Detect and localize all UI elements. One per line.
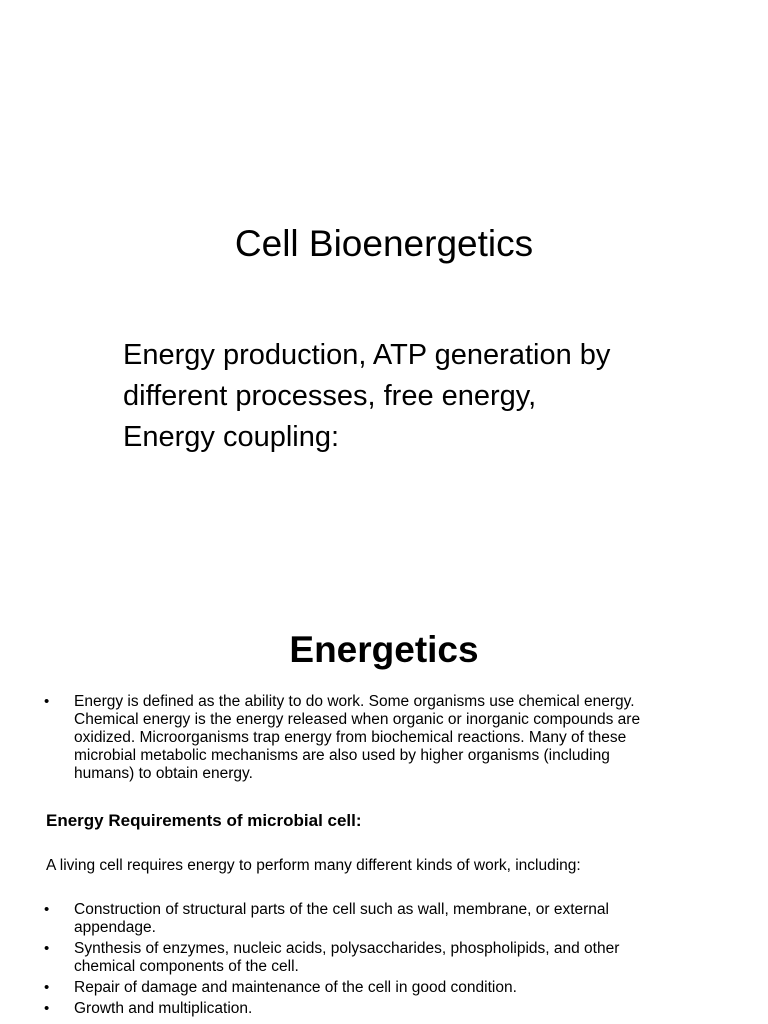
bullet-icon: • <box>44 940 50 957</box>
bullet-icon: • <box>44 901 50 918</box>
bullet-icon: • <box>44 1000 50 1017</box>
bullet-line: Energy is defined as the ability to do work. Some organisms use chemical energy. <box>74 693 635 710</box>
bullet-icon: • <box>44 979 50 996</box>
slide-1-subtitle <box>123 335 683 458</box>
bullet-line: chemical components of the cell. <box>74 958 299 975</box>
living-cell-paragraph: A living cell requires energy to perform many different kinds of work, including: <box>46 857 581 874</box>
requirements-heading: Energy Requirements of microbial cell: <box>46 811 362 830</box>
requirements-list <box>44 901 724 1021</box>
bullet-line: Synthesis of enzymes, nucleic acids, polysaccharides, phospholipids, and other <box>74 940 620 957</box>
list-item <box>44 901 724 937</box>
bullet-line: Chemical energy is the energy released when organic or inorganic compounds are <box>74 711 641 728</box>
list-item <box>44 979 724 997</box>
bullet-icon: • <box>44 693 50 710</box>
list-item <box>44 940 724 976</box>
list-item <box>44 693 724 783</box>
list-item <box>44 1000 724 1018</box>
slide-2-title: Energetics <box>289 629 479 670</box>
intro-bullet-list <box>44 693 724 783</box>
subtitle-line: different processes, free energy, <box>123 380 537 412</box>
bullet-line: Repair of damage and maintenance of the cell in good condition. <box>74 979 517 996</box>
subtitle-line: Energy coupling: <box>123 421 340 453</box>
bullet-line: Construction of structural parts of the cell such as wall, membrane, or external <box>74 901 609 918</box>
subtitle-line: Energy production, ATP generation by <box>123 339 611 371</box>
bullet-line: Growth and multiplication. <box>74 1000 253 1017</box>
bullet-line: humans) to obtain energy. <box>74 765 253 782</box>
bullet-line: appendage. <box>74 919 156 936</box>
bullet-line: microbial metabolic mechanisms are also used by higher organisms (including <box>74 747 610 764</box>
slide-1-title: Cell Bioenergetics <box>234 223 534 264</box>
bullet-line: oxidized. Microorganisms trap energy from biochemical reactions. Many of these <box>74 729 627 746</box>
